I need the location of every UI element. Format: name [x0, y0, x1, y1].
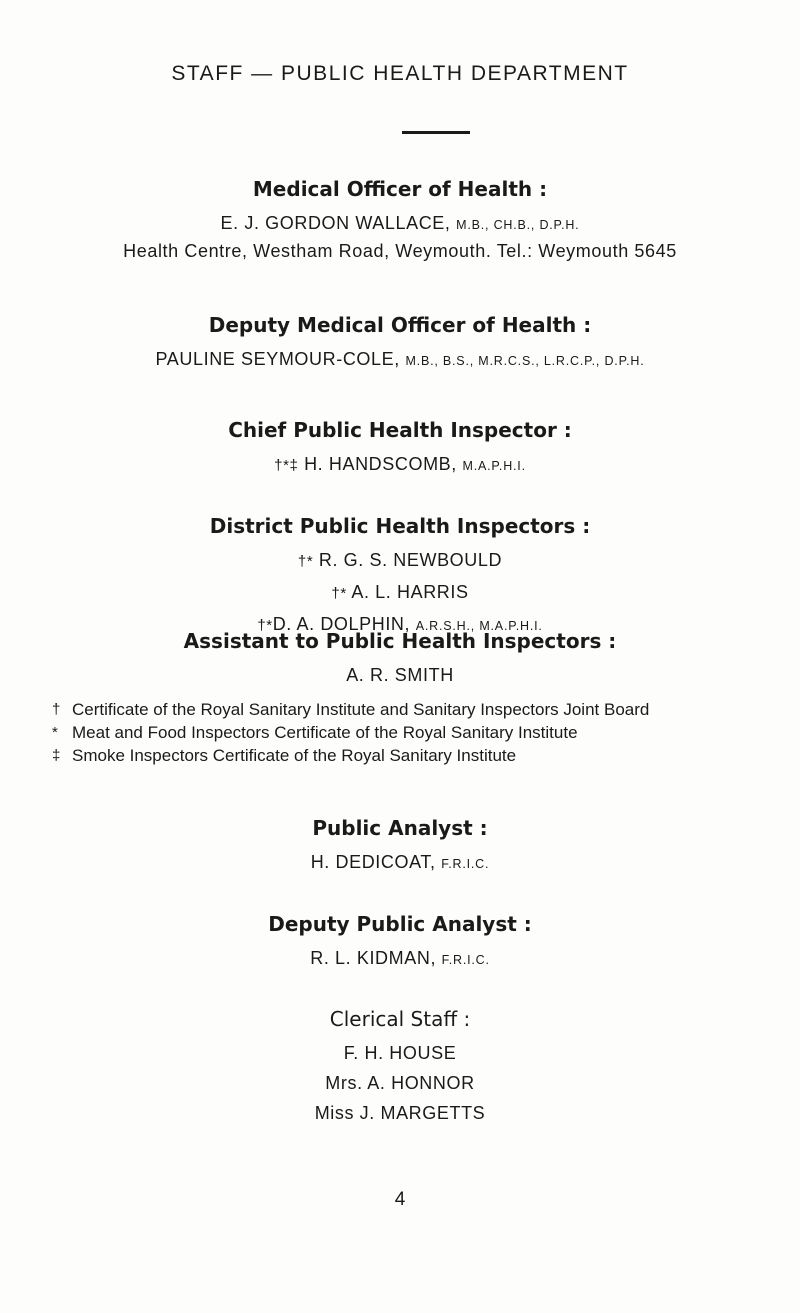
district-inspectors-heading: District Public Health Inspectors : [209, 514, 591, 538]
footnote-text: Certificate of the Royal Sanitary Institute and Sanitary Inspectors Joint Board [72, 700, 650, 719]
chief-inspector-heading: Chief Public Health Inspector : [228, 418, 572, 442]
title-rule [402, 131, 470, 134]
assistant-inspectors-section [0, 628, 800, 690]
deputy-moh-name: PAULINE SEYMOUR-COLE, [155, 349, 400, 369]
district-inspector-2 [0, 577, 800, 609]
footnote-text: Smoke Inspectors Certificate of the Royal Sanitary Institute [72, 746, 517, 765]
moh-heading: Medical Officer of Health : [252, 177, 548, 201]
page-title: STAFF — PUBLIC HEALTH DEPARTMENT [171, 62, 629, 85]
footnote-symbol: ‡ [52, 747, 61, 764]
district-inspector-marks: †* [257, 617, 273, 634]
footnote-symbol: † [52, 701, 61, 718]
district-inspectors-section [0, 513, 800, 641]
deputy-analyst-name: R. L. KIDMAN, [310, 948, 437, 968]
deputy-moh-quals: M.B., B.S., M.R.C.S., L.R.C.P., D.P.H. [405, 354, 645, 368]
footnote [52, 698, 782, 721]
district-inspector-name: A. L. HARRIS [351, 582, 469, 602]
deputy-analyst-heading: Deputy Public Analyst : [268, 912, 532, 936]
moh-name: E. J. GORDON WALLACE, [220, 213, 451, 233]
assistant-inspectors-heading: Assistant to Public Health Inspectors : [183, 629, 617, 653]
public-analyst-quals: F.R.I.C. [441, 857, 490, 871]
moh-section [0, 176, 800, 266]
public-analyst-name: H. DEDICOAT, [310, 852, 436, 872]
deputy-analyst-name-line [0, 943, 800, 975]
deputy-moh-section [0, 312, 800, 376]
deputy-analyst-quals: F.R.I.C. [441, 953, 490, 967]
public-analyst-name-line [0, 847, 800, 879]
public-analyst-section [0, 815, 800, 879]
chief-inspector-name-line [0, 449, 800, 481]
clerical-heading: Clerical Staff : [329, 1007, 471, 1031]
district-inspector-name: R. G. S. NEWBOULD [318, 550, 503, 570]
deputy-moh-name-line [0, 344, 800, 376]
deputy-analyst-section [0, 911, 800, 975]
footnote [52, 721, 782, 744]
district-inspector-1 [0, 545, 800, 577]
footnote-text: Meat and Food Inspectors Certificate of the Royal Sanitary Institute [72, 723, 578, 742]
clerical-name: Mrs. A. HONNOR [325, 1073, 475, 1093]
district-inspector-marks: †* [297, 553, 314, 570]
chief-inspector-section [0, 417, 800, 481]
clerical-name: F. H. HOUSE [343, 1043, 457, 1063]
deputy-moh-heading: Deputy Medical Officer of Health : [208, 313, 592, 337]
chief-inspector-quals: M.A.P.H.I. [462, 459, 526, 473]
clerical-name: Miss J. MARGETTS [314, 1103, 486, 1123]
chief-inspector-name: H. HANDSCOMB, [304, 454, 457, 474]
district-inspector-quals: A.R.S.H., M.A.P.H.I. [415, 619, 543, 633]
moh-address: Health Centre, Westham Road, Weymouth. Tel.: Weymouth 5645 [123, 241, 677, 261]
chief-inspector-marks: †*‡ [274, 457, 299, 474]
public-analyst-heading: Public Analyst : [312, 816, 488, 840]
footnote [52, 744, 782, 767]
footnote-symbol: * [52, 724, 58, 741]
assistant-inspector-name: A. R. SMITH [346, 665, 454, 685]
district-inspector-name: D. A. DOLPHIN, [272, 614, 411, 634]
district-inspector-marks: †* [331, 585, 347, 602]
moh-quals: M.B., CH.B., D.P.H. [456, 218, 580, 232]
clerical-section [0, 1006, 800, 1128]
footnotes [52, 698, 782, 767]
page-number: 4 [394, 1189, 406, 1210]
